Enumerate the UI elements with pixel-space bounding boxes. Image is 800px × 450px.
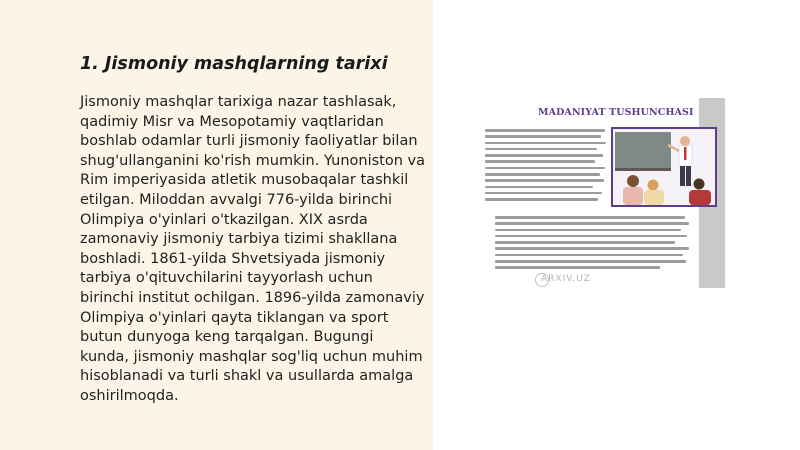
document-text-block-bottom (495, 216, 690, 273)
classroom-photo (611, 127, 717, 207)
teacher-illustration (613, 129, 715, 205)
slide-title: 1. Jismoniy mashqlarning tarixi (80, 54, 388, 74)
watermark-text: ARXIV.UZ (541, 274, 591, 284)
slide-body-text: Jismoniy mashqlar tarixiga nazar tashlasak, qadimiy Misr va Mesopotamiy vaqtlaridan boshlab odamlar turli jismoniy faoliyatlar bilan shug'ullanganini ko'rish mumkin. Yunoniston va Rim imperiyasida atletik musobaqalar tashkil etilgan. Miloddan avvalgi 776-yilda birinchi Olimpiya o'yinlari o'tkazilgan. XIX asrda zamonaviy jismoniy tarbiya tizimi shakllana boshladi. 1861-yilda Shvetsiyada jismoniy tarbiya o'qituvchilarini tayyorlash uchun birinchi institut ochilgan. 1896-yilda zamonaviy Olimpiya o'yinlari qayta tiklangan va sport butun dunyoga keng tarqalgan. Bugungi kunda, jismoniy mashqlar sog'liq uchun muhim hisoblanadi va turli shakl va usullarda amalga oshirilmoqda. (80, 94, 425, 404)
document-heading: MADANIYAT TUSHUNCHASI (538, 107, 694, 118)
document-text-block-top (485, 129, 607, 205)
document-scan-image (483, 98, 725, 288)
